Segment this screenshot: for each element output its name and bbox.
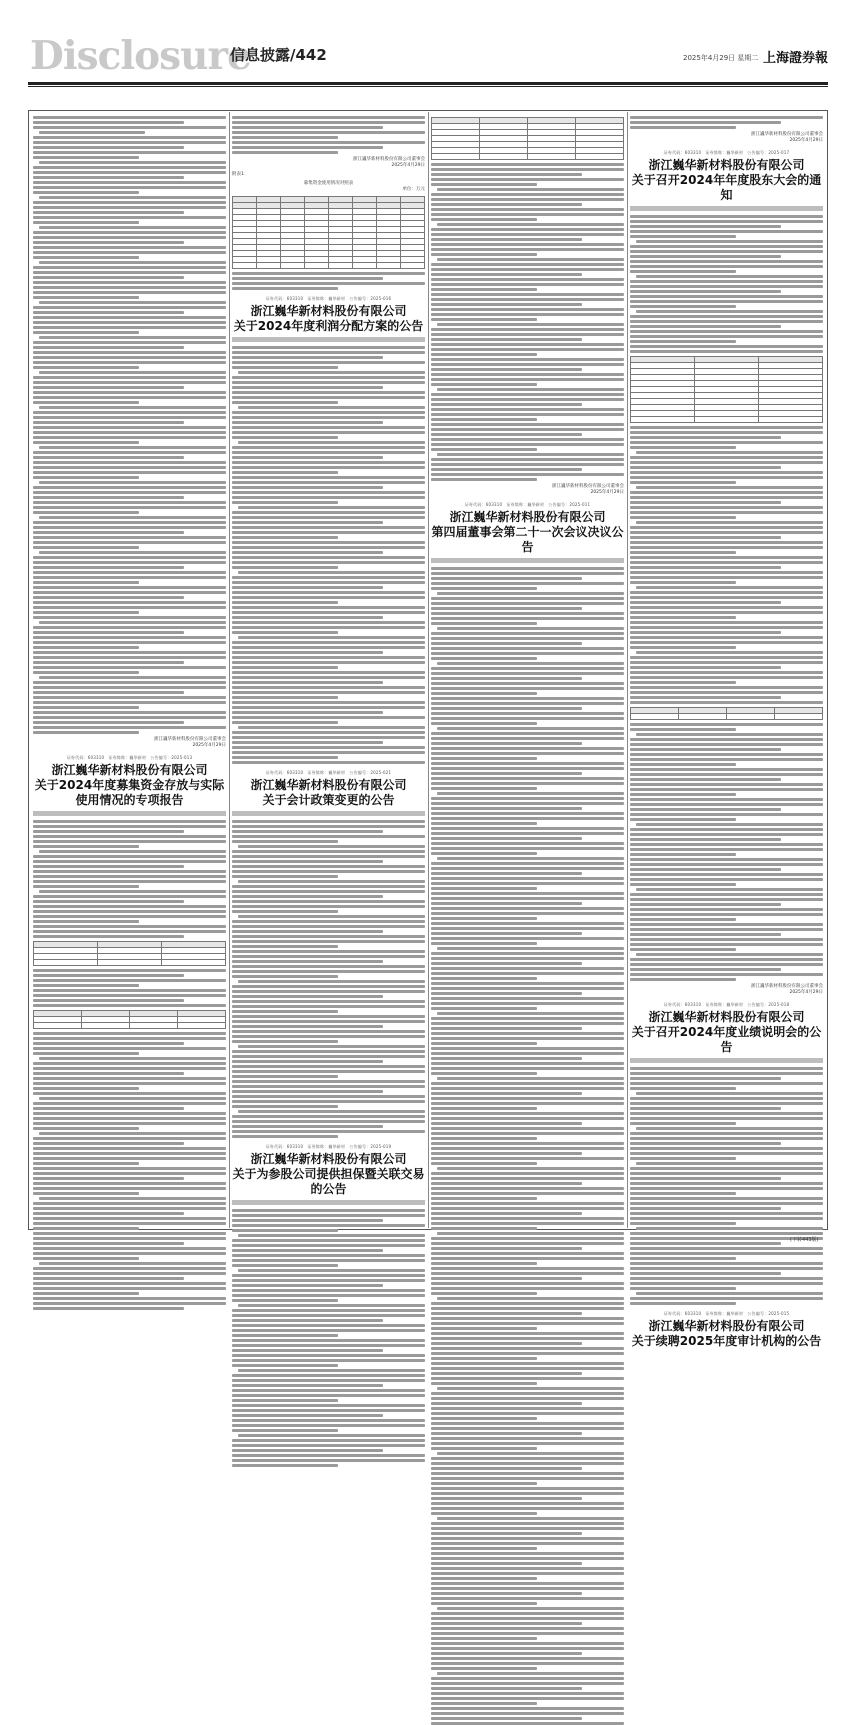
notice-title: 关于为参股公司提供担保暨关联交易的公告 [232,1167,425,1196]
notice-company: 浙江巍华新材料股份有限公司 [449,510,606,524]
disclaimer-band [232,337,425,342]
section-title: 信息披露/442 [230,46,327,64]
newspaper-name: 上海證券報 [763,51,829,66]
signature-block: 浙江巍华新材料股份有限公司董事会 2025年4月29日 [751,132,823,143]
disclaimer-band [232,811,425,816]
notice-title: 关于续聘2025年度审计机构的公告 [631,1334,822,1348]
notice-company: 浙江巍华新材料股份有限公司 [250,304,407,318]
signature-block: 浙江巍华新材料股份有限公司董事会 2025年4月29日 [751,984,823,995]
disclaimer-band [33,811,226,816]
brand-logo: Disclosure [30,33,251,79]
notice-guarantee [232,1144,425,1205]
notice-company: 浙江巍华新材料股份有限公司 [250,1152,407,1166]
share-class-table [630,707,823,720]
data-table [33,941,226,966]
column-divider [627,112,628,1228]
notice-fundraising [33,755,226,816]
proposal-table [630,356,823,423]
notice-code: 证券代码：603310 证券简称：巍华新材 公告编号：2025-013 [66,755,193,760]
masthead-rule-thin [28,86,828,87]
fundraising-table [232,196,425,269]
notice-accounting-policy [232,770,425,816]
notice-company: 浙江巍华新材料股份有限公司 [51,763,208,777]
notice-company: 浙江巍华新材料股份有限公司 [250,778,407,792]
disclaimer-band [630,1058,823,1063]
notice-company: 浙江巍华新材料股份有限公司 [648,1319,805,1333]
notice-code: 证券代码：603310 证券简称：巍华新材 公告编号：2025-016 [265,296,392,301]
disclaimer-band [630,206,823,211]
unit-label: 单位：万元 [402,187,425,192]
notice-company: 浙江巍华新材料股份有限公司 [648,1010,805,1024]
notice-code: 证券代码：603310 证券简称：巍华新材 公告编号：2025-019 [265,1144,392,1149]
notice-code: 证券代码：603310 证券简称：巍华新材 公告编号：2025-021 [265,770,392,775]
attachment-label: 附表1： [232,172,249,177]
notice-earnings-briefing [630,1002,823,1063]
notice-title: 第四届董事会第二十一次会议决议公告 [431,525,624,554]
data-table [33,1010,226,1029]
notice-auditor [630,1311,823,1349]
disclaimer-band [431,558,624,563]
masthead [28,34,828,78]
notice-code: 证券代码：603310 证券简称：巍华新材 公告编号：2025-011 [464,502,591,507]
notice-title: 关于2024年度利润分配方案的公告 [233,319,424,333]
masthead-rule [28,82,828,85]
column-divider [229,112,230,1228]
table-title: 募集资金使用情况对照表 [303,181,354,186]
notice-title: 关于2024年度募集资金存放与实际使用情况的专项报告 [34,778,225,807]
notice-board-resolution [431,502,624,563]
continued-footer: (下转443版) [790,1237,819,1243]
signature-block: 浙江巍华新材料股份有限公司董事会 2025年4月29日 [353,157,425,168]
notice-code: 证券代码：603310 证券简称：巍华新材 公告编号：2025-017 [663,150,790,155]
notice-code: 证券代码：603310 证券简称：巍华新材 公告编号：2025-015 [663,1311,790,1316]
data-table [431,117,624,160]
signature-block: 浙江巍华新材料股份有限公司董事会 2025年4月29日 [154,737,226,748]
signature-block: 浙江巍华新材料股份有限公司董事会 2025年4月29日 [552,484,624,495]
notice-company: 浙江巍华新材料股份有限公司 [648,158,805,172]
notice-code: 证券代码：603310 证券简称：巍华新材 公告编号：2025-018 [663,1002,790,1007]
column-divider [428,112,429,1228]
notice-profit-distribution [232,296,425,342]
column-3 [431,114,624,1226]
notice-title: 关于召开2024年年度股东大会的通知 [631,173,822,202]
column-2 [232,114,425,1226]
notice-shareholders-meeting [630,150,823,211]
disclaimer-band [232,1200,425,1205]
notice-title: 关于会计政策变更的公告 [262,793,395,807]
column-1 [33,114,226,1226]
publication-date: 2025年4月29日 星期二 [683,54,759,62]
notice-title: 关于召开2024年度业绩说明会的公告 [631,1025,822,1054]
